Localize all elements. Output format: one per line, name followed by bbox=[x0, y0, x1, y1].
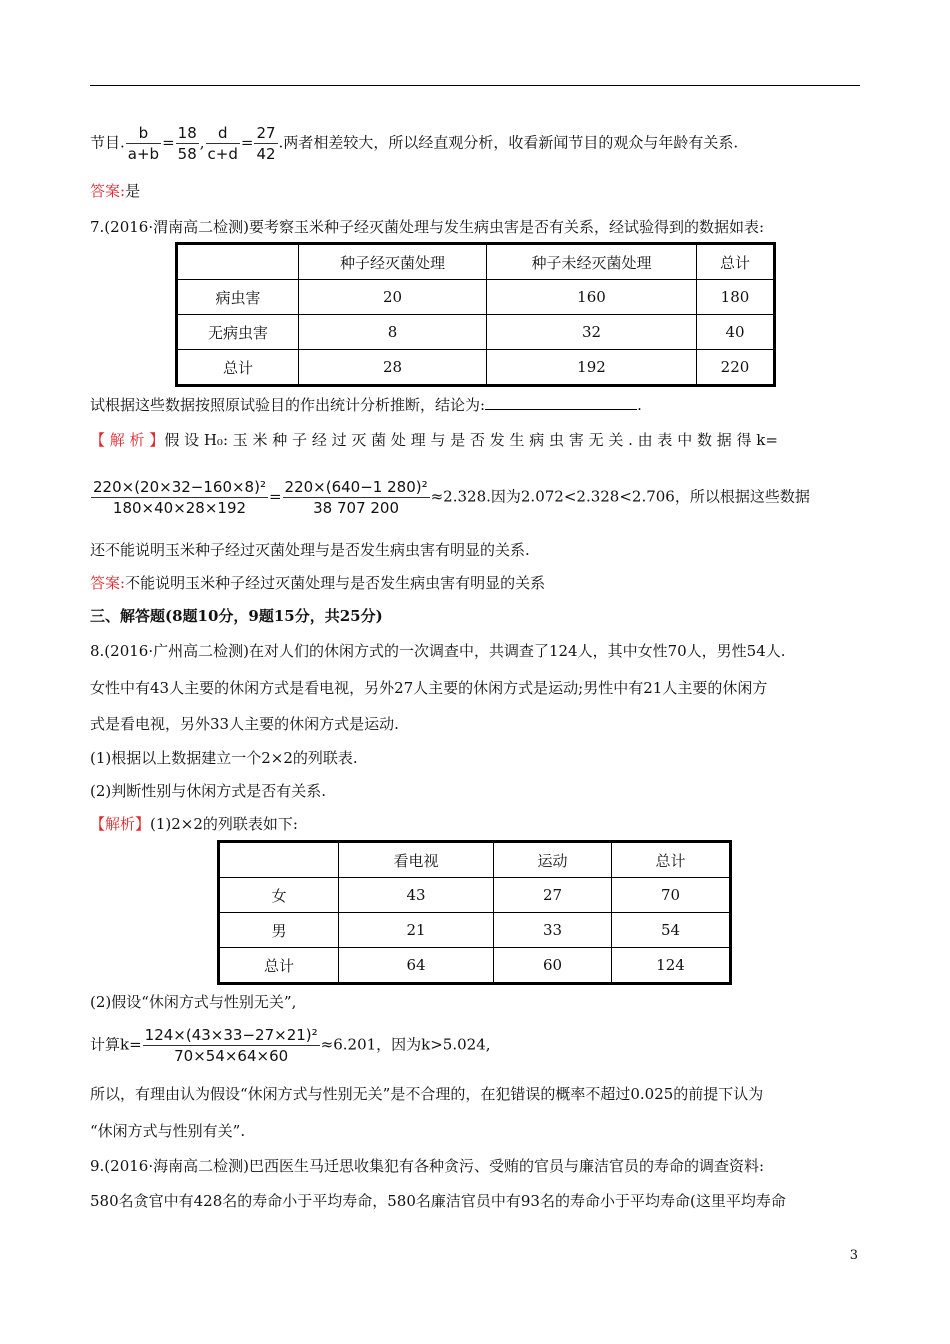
denominator: a+b bbox=[127, 145, 160, 163]
table-cell: 28 bbox=[299, 350, 487, 385]
text: = bbox=[268, 487, 282, 506]
table-row bbox=[220, 948, 730, 983]
fraction bbox=[254, 123, 277, 164]
denominator: 42 bbox=[256, 145, 276, 163]
q7-prompt bbox=[90, 394, 642, 416]
table-cell: 32 bbox=[487, 315, 697, 350]
text: 节目. bbox=[90, 133, 125, 152]
q6-answer bbox=[90, 180, 140, 202]
fraction bbox=[176, 123, 199, 164]
table-row bbox=[220, 843, 730, 878]
fraction bbox=[283, 477, 430, 518]
numerator: b bbox=[126, 123, 161, 144]
text: ≈6.201，因为k>5.024, bbox=[320, 1035, 491, 1054]
numerator: 18 bbox=[177, 124, 197, 142]
text: .两者相差较大，所以经直观分析，收看新闻节目的观众与年龄有关系. bbox=[278, 133, 739, 152]
q8-conclusion: 所以，有理由认为假设“休闲方式与性别无关”是不合理的，在犯错误的概率不超过0.025的前提下认为 bbox=[90, 1085, 764, 1103]
denominator: 58 bbox=[177, 145, 197, 163]
answer-text: 不能说明玉米种子经过灭菌处理与是否发生病虫害有明显的关系 bbox=[125, 574, 546, 592]
table-cell: 21 bbox=[339, 913, 494, 948]
table-cell: 43 bbox=[339, 878, 494, 913]
jiexi-label: 【解析】 bbox=[90, 815, 151, 833]
q7-title: 7.(2016·渭南高二检测)要考察玉米种子经灭菌处理与发生病虫害是否有关系，经试验得到的数据如表: bbox=[90, 218, 765, 236]
q6-solution-line bbox=[90, 123, 738, 164]
q8-line: 式是看电视，另外33人主要的休闲方式是运动. bbox=[90, 715, 399, 733]
q7-calc bbox=[90, 477, 810, 518]
answer-label: 答案: bbox=[90, 182, 126, 200]
table-cell: 40 bbox=[697, 315, 774, 350]
table-row bbox=[220, 878, 730, 913]
table-cell: 20 bbox=[299, 280, 487, 315]
q7-jiexi bbox=[90, 429, 778, 451]
table-cell: 27 bbox=[494, 878, 612, 913]
table-cell: 病虫害 bbox=[178, 280, 299, 315]
table-row bbox=[178, 245, 774, 280]
table-cell: 男 bbox=[220, 913, 339, 948]
table-cell: 124 bbox=[612, 948, 730, 983]
denominator: 38 707 200 bbox=[313, 499, 400, 517]
text: (1)2×2的列联表如下: bbox=[150, 815, 298, 833]
q8-conclusion: “休闲方式与性别有关”. bbox=[90, 1122, 246, 1140]
text: 计算k= bbox=[90, 1035, 142, 1054]
table-cell: 无病虫害 bbox=[178, 315, 299, 350]
text: ≈2.328.因为2.072<2.328<2.706，所以根据这些数据 bbox=[430, 487, 810, 506]
table-cell: 看电视 bbox=[339, 843, 494, 878]
table-cell: 总计 bbox=[178, 350, 299, 385]
q9-line: 580名贪官中有428名的寿命小于平均寿命，580名廉洁官员中有93名的寿命小于平均寿命(这里平均寿命 bbox=[90, 1192, 786, 1210]
text: = bbox=[162, 133, 175, 152]
q8-sub1: (1)根据以上数据建立一个2×2的列联表. bbox=[90, 749, 358, 767]
denominator: 180×40×28×192 bbox=[112, 499, 247, 517]
q7-table bbox=[177, 244, 774, 385]
table-cell: 70 bbox=[612, 878, 730, 913]
q7-answer bbox=[90, 572, 545, 594]
table-cell: 192 bbox=[487, 350, 697, 385]
numerator: 220×(640−1 280)² bbox=[284, 478, 428, 496]
table-cell: 总计 bbox=[220, 948, 339, 983]
header-rule bbox=[90, 85, 860, 86]
table-cell bbox=[220, 843, 339, 878]
numerator: 220×(20×32−160×8)² bbox=[93, 478, 266, 496]
text: = bbox=[240, 133, 254, 152]
q8-part2: (2)假设“休闲方式与性别无关”, bbox=[90, 993, 297, 1011]
q7-conclusion: 还不能说明玉米种子经过灭菌处理与是否发生病虫害有明显的关系. bbox=[90, 541, 530, 559]
q8-line: 8.(2016·广州高二检测)在对人们的休闲方式的一次调查中，共调查了124人，其中女性70人，男性54人. bbox=[90, 642, 786, 660]
q9-line: 9.(2016·海南高二检测)巴西医生马迁思收集犯有各种贪污、受贿的官员与廉洁官员的寿命的调查资料: bbox=[90, 1157, 765, 1175]
table-cell: 女 bbox=[220, 878, 339, 913]
table-row bbox=[220, 913, 730, 948]
table-cell: 64 bbox=[339, 948, 494, 983]
fraction bbox=[143, 1025, 320, 1066]
text: 假 设 H₀: 玉 米 种 子 经 过 灭 菌 处 理 与 是 否 发 生 病 虫 害 无 关 . 由 表 中 数 据 得 k= bbox=[164, 431, 778, 449]
table-cell: 33 bbox=[494, 913, 612, 948]
q8-calc bbox=[90, 1025, 491, 1066]
text: , bbox=[199, 133, 205, 152]
table-cell: 220 bbox=[697, 350, 774, 385]
text: . bbox=[637, 396, 642, 414]
jiexi-label: 【 解 析 】 bbox=[90, 431, 165, 449]
table-cell: 160 bbox=[487, 280, 697, 315]
table-cell: 总计 bbox=[697, 245, 774, 280]
table-cell bbox=[178, 245, 299, 280]
denominator: 70×54×64×60 bbox=[174, 1047, 289, 1065]
numerator: 27 bbox=[256, 124, 276, 142]
table-row bbox=[178, 350, 774, 385]
q8-sub2: (2)判断性别与休闲方式是否有关系. bbox=[90, 782, 327, 800]
answer-blank bbox=[485, 395, 637, 410]
fraction bbox=[206, 123, 240, 164]
text: 试根据这些数据按照原试验目的作出统计分析推断，结论为: bbox=[90, 396, 486, 414]
q8-line: 女性中有43人主要的休闲方式是看电视，另外27人主要的休闲方式是运动;男性中有21人主要的休闲方 bbox=[90, 679, 768, 697]
table-cell: 54 bbox=[612, 913, 730, 948]
denominator: c+d bbox=[207, 145, 238, 163]
table-cell: 种子未经灭菌处理 bbox=[487, 245, 697, 280]
answer-text: 是 bbox=[125, 182, 141, 200]
fraction bbox=[126, 123, 161, 164]
table-cell: 运动 bbox=[494, 843, 612, 878]
table-cell: 180 bbox=[697, 280, 774, 315]
table-row bbox=[178, 315, 774, 350]
section-title: 三、解答题(8题10分，9题15分，共25分) bbox=[90, 607, 383, 625]
table-cell: 总计 bbox=[612, 843, 730, 878]
numerator: d bbox=[206, 123, 240, 144]
table-row bbox=[178, 280, 774, 315]
numerator: 124×(43×33−27×21)² bbox=[144, 1026, 318, 1044]
q8-table bbox=[219, 842, 730, 983]
table-cell: 种子经灭菌处理 bbox=[299, 245, 487, 280]
q8-jiexi bbox=[90, 813, 298, 835]
table-cell: 60 bbox=[494, 948, 612, 983]
answer-label: 答案: bbox=[90, 574, 126, 592]
fraction bbox=[91, 477, 268, 518]
page-number: 3 bbox=[849, 1248, 858, 1263]
table-cell: 8 bbox=[299, 315, 487, 350]
